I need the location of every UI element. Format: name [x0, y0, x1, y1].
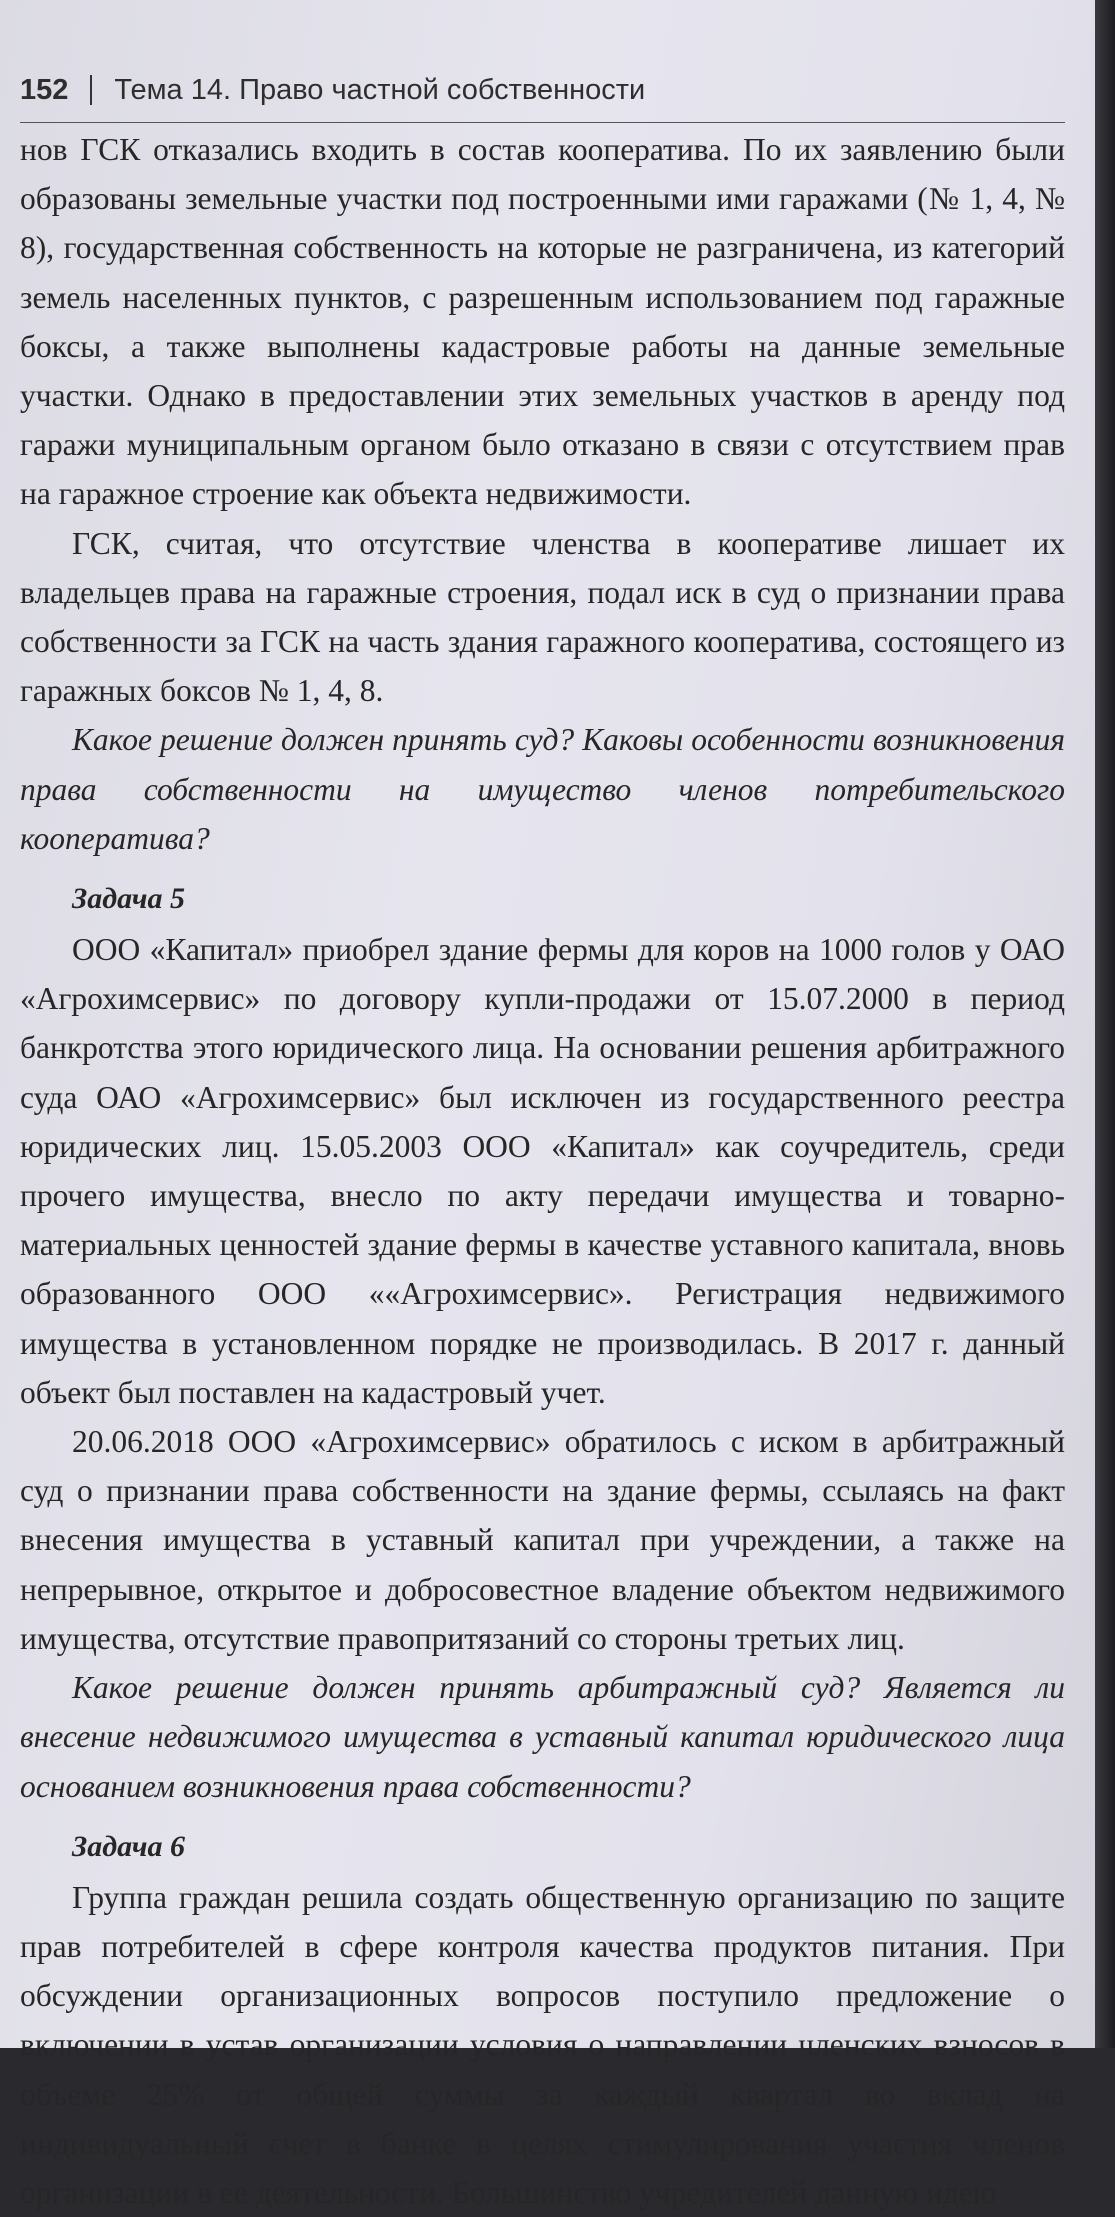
paragraph: Группа граждан решила создать общественную организацию по защите прав потребителей в сфере контроля качества продуктов питания. При обсуждении организационных вопросов поступило предложение о включении в устав организации условия о направлении членских взносов в объеме 25% от общей суммы за каждый квартал во вклад на индивидуальный счет в банке в целях стимулирования участия членов организации в ее деятельности. Большинство учредителей данную идею	[20, 1879, 1065, 2210]
paragraph: ГСК, считая, что отсутствие членства в кооперативе лишает их владельцев права на гаражные строения, подал иск в суд о признании права собственности за ГСК на часть здания гаражного кооператива, состоящего из гаражных боксов № 1, 4, 8.	[20, 525, 1065, 709]
page-number: 152	[20, 73, 69, 106]
paragraph: ООО «Капитал» приобрел здание фермы для коров на 1000 голов у ОАО «Агрохимсервис» по договору купли-продажи от 15.07.2000 в период банкротства этого юридического лица. На основании решения арбитражного суда ОАО «Агрохимсервис» был исключен из государственного реестра юридических лиц. 15.05.2003 ООО «Капитал» как соучредитель, среди прочего имущества, внесло по акту передачи имущества и товарно-материальных ценностей здание фермы в качестве уставного капитала, вновь образованного ООО ««Агрохимсервис». Регистрация недвижимого имущества в установленном порядке не производилась. В 2017 г. данный объект был поставлен на кадастровый учет.	[20, 932, 1065, 1410]
topic-title: Тема 14. Право частной собственности	[114, 73, 646, 106]
header-rule	[20, 122, 1065, 123]
running-header	[20, 60, 1055, 120]
question: Какое решение должен принять арбитражный суд? Является ли внесение недвижимого имущества в уставный капитал юридического лица основанием возникновения права собственности?	[20, 1670, 1065, 1804]
task-title: Задача 5	[72, 882, 185, 916]
paragraph: нов ГСК отказались входить в состав кооператива. По их заявлению были образованы земельные участки под построенными ими гаражами (№ 1, 4, № 8), государственная собственность на которые не разграничена, из категорий земель населенных пунктов, с разрешенным использованием под гаражные боксы, а также выполнены кадастровые работы на данные земельные участки. Однако в предоставлении этих земельных участков в аренду под гаражи муниципальным органом было отказано в связи с отсутствием прав на гаражное строение как объекта недвижимости.	[20, 132, 1065, 512]
page-edge-shadow	[1095, 0, 1115, 2048]
task-title: Задача 6	[72, 1829, 185, 1863]
paragraph: 20.06.2018 ООО «Агрохимсервис» обратилось с иском в арбитражный суд о признании права собственности на здание фермы, ссылаясь на факт внесения имущества в уставный капитал при учреждении, а также на непрерывное, открытое и добросовестное владение объектом недвижимого имущества, отсутствие правопритязаний со стороны третьих лиц.	[20, 1424, 1065, 1656]
page-body	[20, 125, 1065, 2217]
header-separator	[90, 75, 92, 105]
question: Какое решение должен принять суд? Каковы особенности возникновения права собственности на имущество членов потребительского кооператива?	[20, 722, 1065, 856]
